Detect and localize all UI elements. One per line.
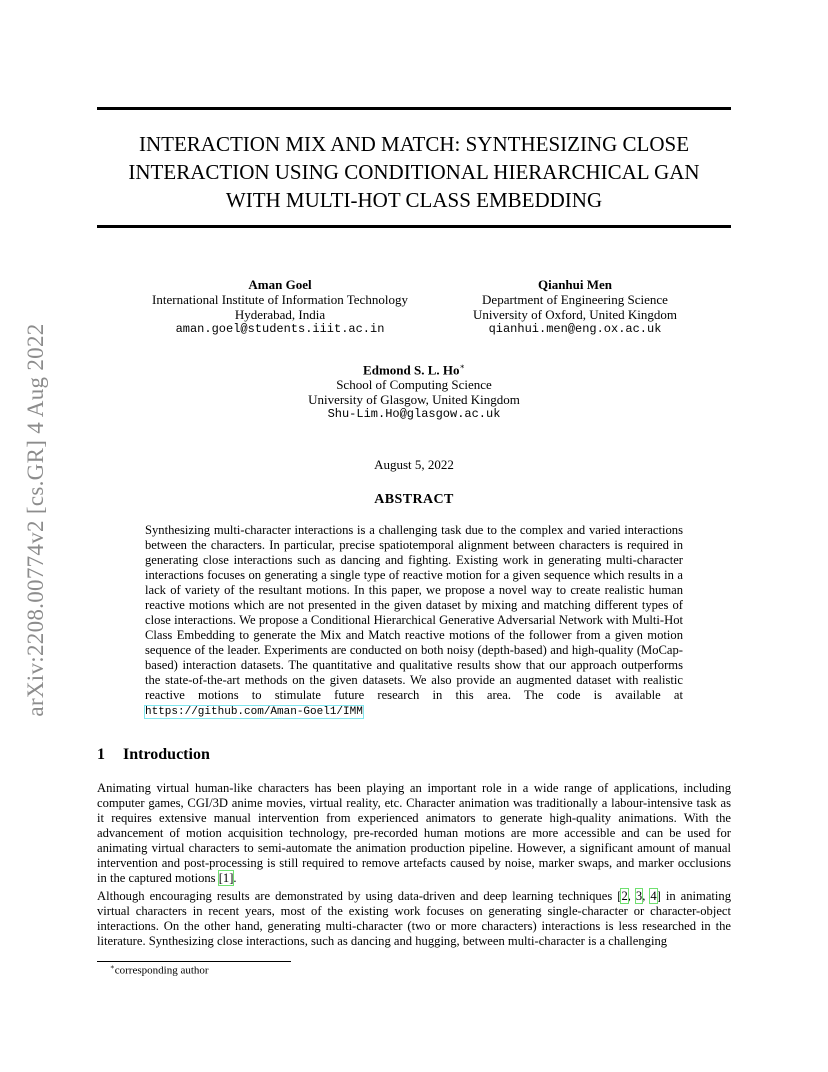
author-location: University of Oxford, United Kingdom — [472, 307, 677, 322]
title-line-2: INTERACTION USING CONDITIONAL HIERARCHICAL GAN — [128, 160, 700, 184]
publication-date: August 5, 2022 — [374, 457, 454, 472]
citation-link[interactable]: 4 — [650, 889, 657, 903]
footnote — [110, 963, 209, 977]
paragraph-text: Animating virtual human-like characters has been playing an important role in a wide range of applications, including computer games, CGI/3D anime movies, virtual reality, etc. Character animation was traditionally a labour-intensive task as it requires extensive manual intervention from experienced animators to generate high-quality animations. With the advancement of motion acquisition technology, pre-recorded human motions are more accessible and can be used for animating virtual characters to semi-automate the animation production pipeline. However, a significant amount of manual intervention and post-processing is still required to remove artefacts caused by noise, marker swaps, and marker occlusions in the captured motions — [97, 781, 731, 885]
footnote-marker: ∗ — [110, 963, 115, 971]
footnote-text: corresponding author — [114, 964, 209, 977]
section-number: 1 — [97, 746, 105, 763]
paragraph-text: Although encouraging results are demonstrated by using data-driven and deep learning techniques — [97, 889, 618, 903]
title-top-rule — [97, 107, 731, 110]
citation-link[interactable]: 2 — [621, 889, 628, 903]
abstract-text: Synthesizing multi-character interactions is a challenging task due to the complex and varied interactions between the characters. In particular, precise spatiotemporal alignment between characters is required in generating close interactions such as dancing and fighting. Existing work in generating multi-character interactions focuses on generating a single type of reactive motion for a given sequence which results in a lack of variety of the resultant motions. In this paper, we propose a novel way to create realistic human reactive motions which are not presented in the given dataset by mixing and matching different types of close interactions. We propose a Conditional Hierarchical Generative Adversarial Network with Multi-Hot Class Embedding to generate the Mix and Match reactive motions of the follower from a given motion sequence of the leader. Experiments are conducted on both noisy (depth-based) and high-quality (MoCap-based) interaction datasets. The quantitative and qualitative results show that our approach outperforms the state-of-the-art methods on the given datasets. We also provide an augmented dataset with realistic reactive motions to stimulate future research in this area. The code is available at — [145, 523, 683, 702]
author-name-row — [264, 359, 564, 377]
author-block-1 — [130, 277, 430, 337]
paragraph-text-rest: in animating virtual characters in recent years, most of the existing work focuses on generating single-character or character-object interactions. On the other hand, generating multi-character (two or more characters) interactions is less researched in the literature. Synthesizing close interactions, such as dancing and hugging, between multi-character is a challenging — [97, 889, 732, 948]
author-name: Aman Goel — [248, 277, 312, 292]
author-name: Edmond S. L. Ho — [363, 362, 460, 378]
abstract-heading: ABSTRACT — [374, 492, 454, 507]
paper-title — [97, 130, 731, 214]
author-location: University of Glasgow, United Kingdom — [308, 392, 520, 408]
author-affiliation: International Institute of Information Technology — [152, 292, 408, 307]
citation-bracket: [ — [617, 889, 622, 903]
author-email[interactable]: aman.goel@students.iiit.ac.in — [175, 322, 385, 336]
author-affiliation: School of Computing Science — [336, 377, 492, 393]
paragraph-text-end: . — [233, 871, 237, 885]
author-name: Qianhui Men — [537, 277, 613, 292]
title-bottom-rule — [97, 225, 731, 228]
code-repository-link[interactable]: https://github.com/Aman-Goel1/IMM — [145, 706, 363, 718]
title-line-1: INTERACTION MIX AND MATCH: SYNTHESIZING CLOSE — [138, 132, 690, 156]
citation-link[interactable]: 3 — [635, 889, 643, 903]
author-email[interactable]: Shu-Lim.Ho@glasgow.ac.uk — [327, 407, 501, 422]
arxiv-identifier-stamp: arXiv:2208.00774v2 [cs.GR] 4 Aug 2022 — [23, 323, 48, 717]
title-line-3: WITH MULTI-HOT CLASS EMBEDDING — [225, 188, 603, 212]
author-block-3 — [264, 359, 564, 422]
section-heading — [97, 746, 210, 764]
author-block-2 — [450, 277, 700, 337]
author-email[interactable]: qianhui.men@eng.ox.ac.uk — [488, 322, 662, 336]
corresponding-author-marker[interactable]: ∗ — [459, 362, 465, 371]
section-title: Introduction — [123, 746, 210, 763]
abstract-body — [145, 523, 683, 720]
citation-link[interactable]: [1] — [218, 871, 234, 885]
intro-paragraph-2: Although encouraging results are demonstrated by using data-driven and deep learning techniques [2, 3, 4] in animating virtual characters in recent years, most of the existing work focuses on generating single-character or character-object interactions. On the other hand, generating multi-character (two or more characters) interactions is less researched in the literature. Synthesizing close interactions, such as dancing and hugging, between multi-character is a challenging — [97, 889, 732, 948]
intro-paragraph-1 — [97, 781, 731, 886]
author-affiliation: Department of Engineering Science — [482, 292, 668, 307]
citation-bracket: ] — [656, 889, 661, 903]
author-location: Hyderabad, India — [234, 307, 326, 322]
footnote-rule — [97, 961, 291, 962]
